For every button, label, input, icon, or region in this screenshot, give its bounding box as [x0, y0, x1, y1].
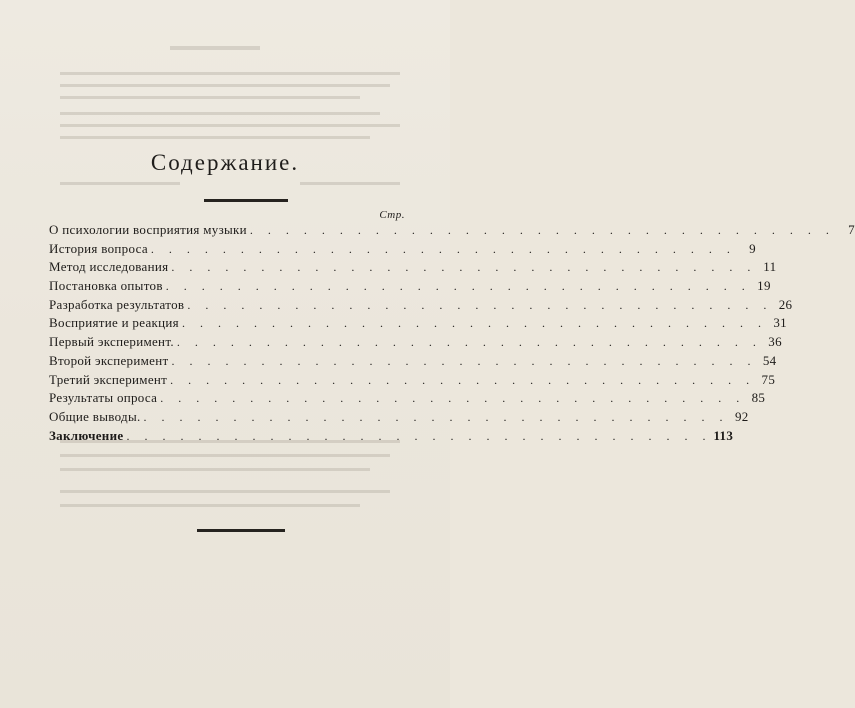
- table-of-contents: [49, 222, 855, 446]
- toc-entry[interactable]: [49, 352, 777, 372]
- dot-leader: . . . . . . . . . . . . . . . . . . . . . . . . . . . . . . . . .: [171, 353, 757, 368]
- dot-leader: . . . . . . . . . . . . . . . . . . . . . . . . . . . . . . . . .: [143, 409, 729, 424]
- toc-entry[interactable]: [49, 222, 855, 241]
- toc-entry-title: Общие выводы.: [49, 408, 141, 424]
- dot-leader: . . . . . . . . . . . . . . . . . . . . . . . . . . . . . . . . .: [181, 316, 767, 331]
- toc-entry-title: Восприятие и реакция: [49, 315, 179, 331]
- dot-leader: . . . . . . . . . . . . . . . . . . . . . . . . . . . . . . . . .: [249, 223, 835, 237]
- toc-entry-title: Второй эксперимент: [49, 352, 169, 368]
- toc-entry-page: 75: [761, 371, 776, 387]
- toc-entry-page: 7: [848, 222, 855, 237]
- toc-entry[interactable]: [49, 240, 756, 260]
- title-divider: [204, 199, 288, 202]
- toc-entry-page: 19: [757, 278, 771, 294]
- toc-entry[interactable]: [49, 315, 787, 334]
- dot-leader: . . . . . . . . . . . . . . . . . . . . . . . . . . . . . . . . .: [150, 241, 736, 256]
- toc-entry-title: Метод исследования: [49, 259, 169, 275]
- toc-entry[interactable]: [49, 334, 782, 353]
- toc-entry[interactable]: [49, 427, 734, 447]
- toc-entry-page: 26: [778, 296, 793, 312]
- toc-entry[interactable]: [49, 278, 771, 297]
- toc-entry[interactable]: [49, 296, 793, 316]
- dot-leader: . . . . . . . . . . . . . . . . . . . . . . . . . . . . . . . . .: [160, 391, 746, 406]
- toc-entry-page: 9: [749, 240, 756, 256]
- toc-entry-page: 31: [773, 315, 787, 331]
- toc-entry[interactable]: [49, 259, 777, 278]
- dot-leader: . . . . . . . . . . . . . . . . . . . . . . . . . . . . . . . . .: [165, 279, 751, 294]
- page-title: Содержание.: [150, 150, 300, 175]
- toc-entry-title: Третий эксперимент: [49, 371, 168, 387]
- toc-entry[interactable]: [49, 390, 766, 409]
- toc-entry-title: Заключение: [49, 427, 124, 443]
- page-column-label: Стр.: [379, 209, 405, 221]
- toc-entry[interactable]: [49, 371, 776, 391]
- toc-entry-title: Постановка опытов: [49, 278, 163, 294]
- toc-entry-title: Результаты опроса: [49, 390, 158, 406]
- toc-entry-page: 36: [768, 334, 782, 350]
- dot-leader: . . . . . . . . . . . . . . . . . . . . . . . . . . . . . . . . .: [187, 297, 773, 312]
- dot-leader: . . . . . . . . . . . . . . . . . . . . . . . . . . . . . . . . .: [176, 335, 762, 350]
- toc-entry-page: 85: [751, 390, 766, 406]
- dot-leader: . . . . . . . . . . . . . . . . . . . . . . . . . . . . . . . . .: [126, 428, 712, 443]
- toc-entry-title: Первый эксперимент.: [49, 334, 174, 350]
- dot-leader: . . . . . . . . . . . . . . . . . . . . . . . . . . . . . . . . .: [171, 260, 757, 275]
- toc-entry-title: Разработка результатов: [49, 296, 185, 312]
- toc-entry-page: 113: [713, 427, 734, 443]
- toc-entry[interactable]: [49, 408, 749, 428]
- toc-entry-page: 11: [763, 259, 777, 275]
- toc-entry-page: 54: [762, 352, 777, 368]
- end-divider: [197, 529, 285, 532]
- toc-entry-title: О психологии восприятия музыки: [49, 222, 247, 237]
- toc-entry-title: История вопроса: [49, 240, 148, 256]
- toc-entry-page: 92: [734, 408, 749, 424]
- dot-leader: . . . . . . . . . . . . . . . . . . . . . . . . . . . . . . . . .: [170, 372, 756, 387]
